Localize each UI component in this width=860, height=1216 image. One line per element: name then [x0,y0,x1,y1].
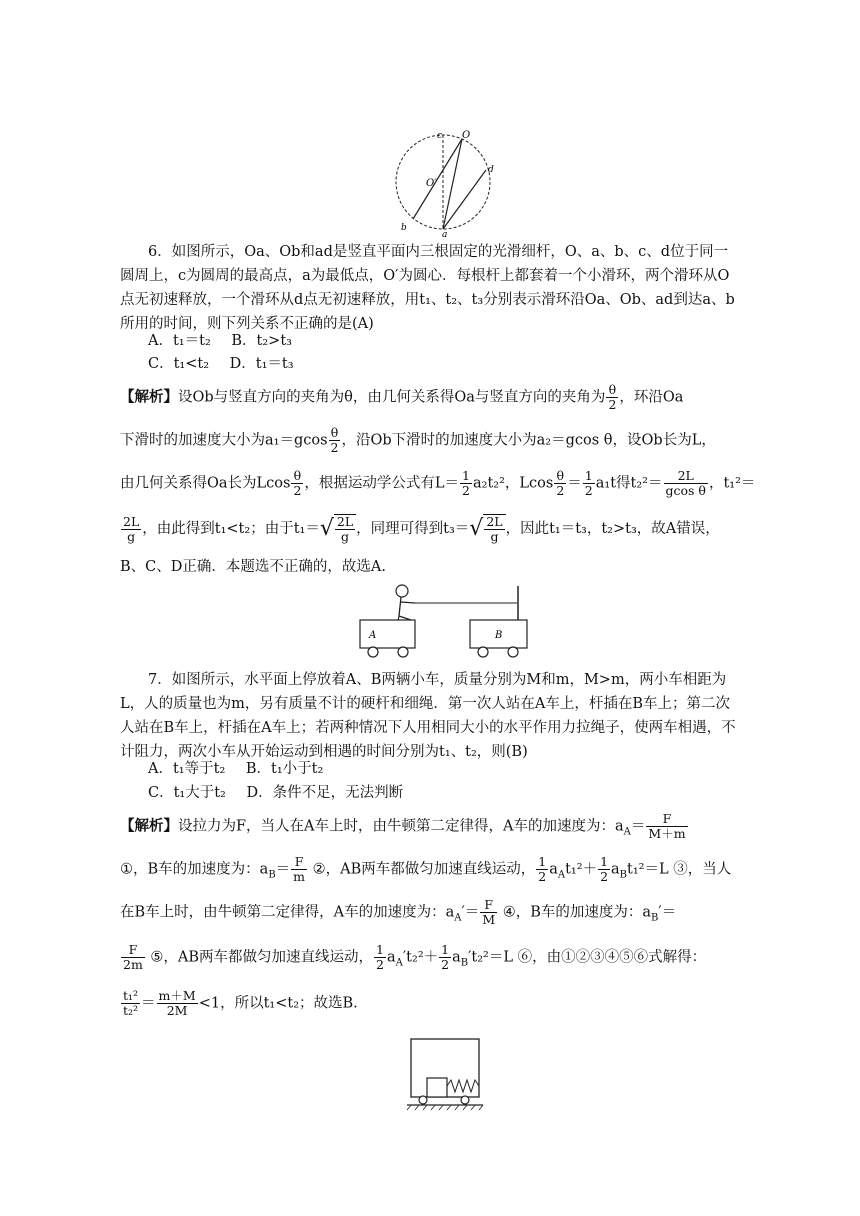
q7-text: 7．如图所示，水平面上停放着A、B两辆小车，质量分别为M和m，M>m，两小车相距为L，人的质量也为m，另有质量不计的硬杆和细绳．第一次人站在A车上，杆插在B车上；第二次人站在B车上，杆插在A车上；若两种情况下人用相同大小的水平作用力拉绳子，使两车相遇，不计阻力，两次小车从开始运动到相遇的时间分别为t₁、t₂，则(B) [120,672,736,760]
fraction: $\frac{\theta}{2}$ [330,425,339,455]
q6-solution-line2: 下滑时的加速度大小为a₁＝gcos $\frac{\theta}{2}$ ，沿Ob下滑时的加速度大小为a₂＝gcos θ，设Ob长为L， [120,425,716,455]
solution-tag: 【解析】 [120,817,178,835]
fraction: $\frac{1}{2}$ [441,942,450,972]
q6-options-row2 [148,353,310,375]
cart-a-label: A [369,630,377,641]
fraction: $\frac{2L}{\text{gcos θ}}$ [665,468,706,498]
q7-solution-line1: 【解析】设拉力为F，当人在A车上时，由牛顿第二定律得，A车的加速度为：$a_A=$ $\frac{F}{M+m}$ [120,811,686,841]
q6-option-c: C．t₁<t₂ [148,356,210,372]
fraction: $\frac{1}{2}$ [538,854,547,884]
fraction: $\frac{F}{2m}$ [123,942,143,972]
q6-options-row1 [148,330,308,352]
fraction: $\frac{F}{M}$ [482,897,496,927]
label-d: d [488,165,494,175]
label-c: c [437,131,443,141]
q6-solution-line4: $\frac{2L}{g}$ ，由此得到t₁<t₂；由于t₁＝√ $\frac{2L}{g}$ ，同理可得到t₃＝√ $\frac{2L}{g}$ ，因此t₁＝t₃，t₂>t₃，故A错误， [123,513,720,544]
q7-solution-line3: 在B车上时，由牛顿第二定律得，A车的加速度为：$a_A'=$ $\frac{F}{M}$ ④，B车的加速度为：$a_B'=$ [120,897,677,927]
two-carts-figure [355,582,535,662]
q7-solution-line5: $\frac{\text{t₁²}}{\text{t₂²}}$ ＝ $\frac{m+M}{2M}$ <1，所以t₁<t₂；故选B. [123,988,358,1018]
q7-options-row1 [148,758,339,780]
q6-solution-line1: 【解析】设Ob与竖直方向的夹角为θ，由几何关系得Oa与竖直方向的夹角为 $\frac{\theta}{2}$ ，环沿Oa [120,382,684,412]
fraction: $\frac{1}{2}$ [584,468,593,498]
label-a: a [442,230,448,238]
label-O: O [462,130,471,141]
q7-option-a: A．t₁等于t₂ [148,761,226,777]
q7-option-d: D．条件不足，无法判断 [246,785,404,801]
q6-solution-line5: B、C、D正确．本题选不正确的，故选A. [120,559,386,575]
fraction: $\frac{F}{M+m}$ [648,811,686,841]
fraction: $\frac{\text{t₁²}}{\text{t₂²}}$ [123,988,139,1018]
q6-option-b: B．t₂>t₃ [231,333,292,349]
label-b: b [401,223,407,233]
label-O-prime: O′ [426,178,437,189]
fraction: $\frac{m+M}{2M}$ [158,988,196,1018]
fraction: $\frac{1}{2}$ [462,468,470,498]
sqrt-expression: √ $\frac{2L}{g}$ [469,514,505,544]
fraction: $\frac{\theta}{2}$ [293,468,302,498]
q6-solution-line3: 由几何关系得Oa长为Lcos $\frac{\theta}{2}$ ，根据运动学公式有L＝ $\frac{1}{2}$ a₂t₂²，Lcos $\frac{\theta}{2}$ ＝ $\frac{1}{2}$ a₁t得t₂²＝ $\frac{2L}{\text{gcos θ}}$ ，t₁²＝ [120,468,756,498]
cart-b-label: B [495,630,503,641]
fraction: $\frac{1}{2}$ [376,942,384,972]
box-spring-figure [405,1036,485,1112]
q7-option-c: C．t₁大于t₂ [148,785,226,801]
q6-option-d: D．t₁＝t₃ [229,356,294,372]
fraction: $\frac{F}{m}$ [293,854,306,884]
q7-solution-line2: ①，B车的加速度为：$a_B=$ $\frac{F}{m}$ ②，AB两车都做匀加速直线运动， $\frac{1}{2}$ $a_At_1^2+$ $\frac{1}{2}$ $a_Bt_1^2=L$ ③，当人 [120,854,732,884]
q7-option-b: B．t₁小于t₂ [245,761,324,777]
circle-rods-figure [390,128,500,238]
fraction: $\frac{\theta}{2}$ [608,382,617,412]
q7-options-row2 [148,782,419,804]
sqrt-expression: √ $\frac{2L}{g}$ [320,514,356,544]
q6-text: 6．如图所示，Oa、Ob和ad是竖直平面内三根固定的光滑细杆，O、a、b、c、d位于同一圆周上，c为圆周的最高点，a为最低点，O′为圆心．每根杆上都套着一个小滑环，两个滑环从O点无初速释放，一个滑环从d点无初速释放，用t₁、t₂、t₃分别表示滑环沿Oa、Ob、ad到达a、b所用的时间，则下列关系不正确的是(A) [120,244,735,332]
q6-option-a: A．t₁＝t₂ [148,333,211,349]
fraction: $\frac{2L}{g}$ [123,513,140,544]
fraction: $\frac{1}{2}$ [600,854,609,884]
q7-solution-line4: $\frac{F}{2m}$ ⑤，AB两车都做匀加速直线运动， $\frac{1}{2}$ $a_A't_2^2+$ $\frac{1}{2}$ $a_B't_2^2=L$ ⑥，由①②③④⑤⑥式解得： [123,942,707,972]
solution-tag: 【解析】 [120,388,178,406]
fraction: $\frac{\theta}{2}$ [556,468,565,498]
